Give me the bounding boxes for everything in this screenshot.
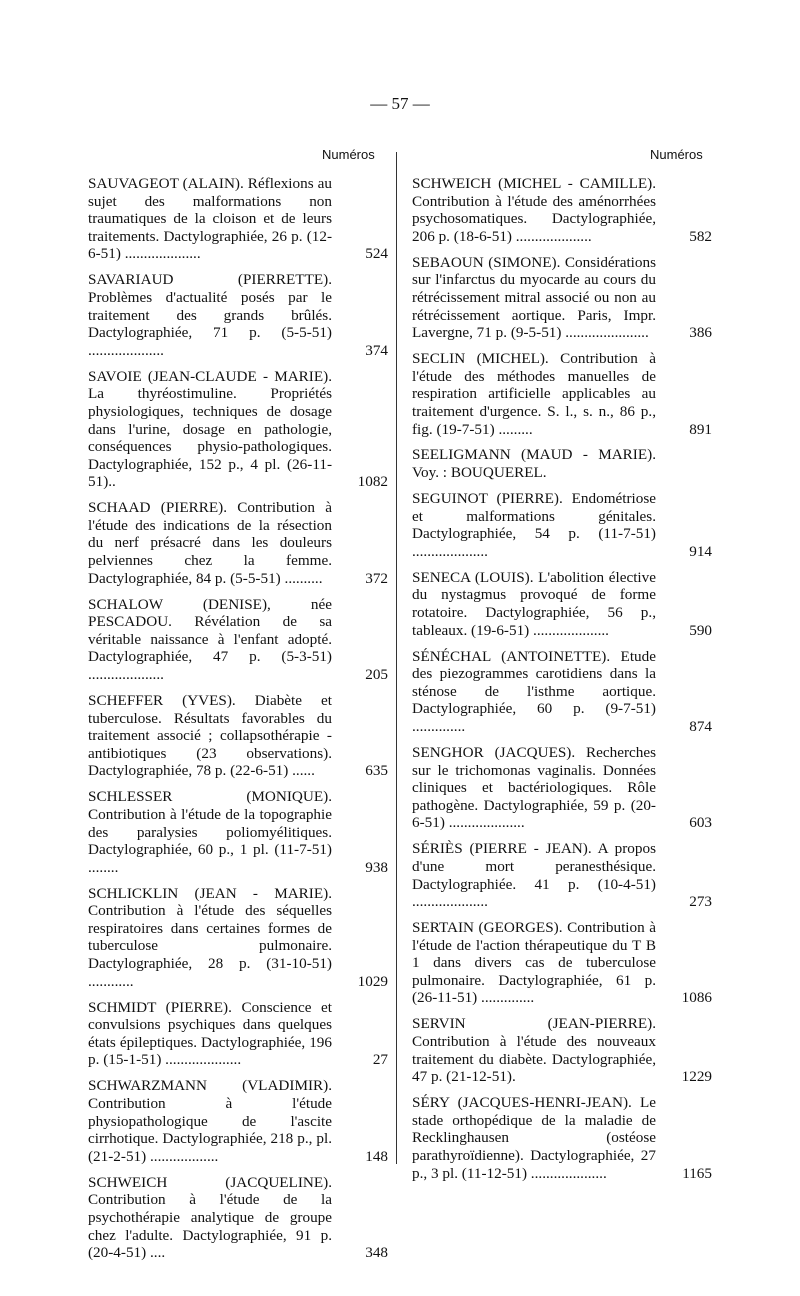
entry-text: SERVIN (JEAN-PIERRE). Contribution à l'étude des nouveaux traitement du diabète. Dactylographiée, 47 p. (21-12-51). [412, 1015, 656, 1086]
thesis-entry [412, 569, 712, 639]
thesis-entry [412, 919, 712, 1007]
page-number: — 57 — [370, 94, 430, 113]
thesis-entry [88, 1077, 388, 1165]
left-column [88, 175, 388, 1270]
thesis-entry [88, 999, 388, 1069]
entry-text: SÉRY (JACQUES-HENRI-JEAN). Le stade orthopédique de la maladie de Recklinghausen (ostéose parathyroïdienne). Dactylographiée, 27 p., 3 pl. (11-12-51) .................... [412, 1094, 656, 1182]
entry-text: SCHMIDT (PIERRE). Conscience et convulsions psychiques dans quelques états épileptiques. Dactylographiée, 196 p. (15-1-51) .................... [88, 998, 332, 1069]
entry-number: 590 [689, 621, 712, 639]
entry-text: SCHWEICH (JACQUELINE). Contribution à l'étude de la psychothérapie analytique de groupe chez l'adulte. Dactylographiée, 91 p. (20-4-51) .... [88, 1173, 332, 1262]
entry-number: 1229 [681, 1068, 712, 1086]
column-label-left: Numéros [322, 147, 375, 162]
entry-text: SEBAOUN (SIMONE). Considérations sur l'infarctus du myocarde au cours du rétrécissement mitral associé ou non au rétrécissement aortique. Paris, Impr. Lavergne, 71 p. (9-5-51) ...................... [412, 253, 656, 342]
thesis-entry [412, 1015, 712, 1085]
entry-number: 1029 [357, 972, 388, 990]
entry-number: 914 [689, 542, 712, 560]
entry-number: 874 [689, 717, 712, 735]
column-label-right: Numéros [650, 147, 703, 162]
entry-number: 273 [689, 893, 712, 911]
entry-text: SENGHOR (JACQUES). Recherches sur le trichomonas vaginalis. Données cliniques et bactériologiques. Rôle pathogène. Dactylographiée, 59 p. (20-6-51) .................... [412, 743, 656, 832]
thesis-entry [412, 840, 712, 910]
entry-text: SENECA (LOUIS). L'abolition élective du nystagmus provoqué de forme rotatoire. Dactylographiée, 56 p., tableaux. (19-6-51) .................... [412, 568, 656, 639]
entry-text: SCHLESSER (MONIQUE). Contribution à l'étude de la topographie des paralysies poliomyélitiques. Dactylographiée, 60 p., 1 pl. (11-7-51) ........ [88, 788, 332, 876]
entry-number: 1165 [682, 1164, 712, 1182]
entry-text: SAUVAGEOT (ALAIN). Réflexions au sujet des malformations non traumatiques de la cloison et de leurs traitements. Dactylographiée, 26 p. (12-6-51) .................... [88, 175, 332, 263]
thesis-entry [88, 885, 388, 991]
entry-text: SCHALOW (DENISE), née PESCADOU. Révélation de sa véritable naissance à l'enfant adopté. Dactylographiée, 47 p. (5-3-51) .................... [88, 595, 332, 683]
thesis-entry [412, 648, 712, 736]
entry-number: 374 [365, 341, 388, 359]
entry-number: 372 [365, 569, 388, 587]
thesis-entry [412, 744, 712, 832]
thesis-entry [412, 350, 712, 438]
thesis-entry [88, 271, 388, 359]
entry-text: SCHWARZMANN (VLADIMIR). Contribution à l'étude physiopathologique de l'ascite cirrhotique. Dactylographiée, 218 p., pl. (21-2-51) .................. [88, 1077, 332, 1165]
entry-text: SAVARIAUD (PIERRETTE). Problèmes d'actualité posés par le traitement des grands brûlés. Dactylographiée, 71 p. (5-5-51) .................... [88, 271, 332, 359]
entry-text: SERTAIN (GEORGES). Contribution à l'étude de l'action thérapeutique du T B 1 dans divers cas de tuberculose pulmonaire. Dactylographiée, 61 p. (26-11-51) .............. [412, 919, 656, 1007]
entry-number: 938 [365, 858, 388, 876]
thesis-entry [412, 1094, 712, 1182]
entry-number: 1086 [681, 989, 712, 1007]
entry-number: 348 [365, 1244, 388, 1262]
entry-number: 148 [365, 1147, 388, 1165]
entry-text: SCHLICKLIN (JEAN - MARIE). Contribution à l'étude des séquelles respiratoires dans certaines formes de tuberculose pulmonaire. Dactylographiée, 28 p. (31-10-51) ............ [88, 884, 332, 990]
thesis-entry [88, 499, 388, 587]
thesis-entry [412, 254, 712, 342]
entry-text: SCHAAD (PIERRE). Contribution à l'étude des indications de la résection du nerf présacré dans les douleurs pelviennes chez la femme. Dactylographiée, 84 p. (5-5-51) .......... [88, 499, 332, 587]
right-column [412, 175, 712, 1191]
thesis-entry [88, 788, 388, 876]
thesis-entry [88, 368, 388, 491]
thesis-entry [88, 692, 388, 780]
entry-text: SAVOIE (JEAN-CLAUDE - MARIE). La thyréostimuline. Propriétés physiologiques, techniques de dosage dans l'urine, dosage en pathologie, conséquences physio-pathologiques. Dactylographiée, 152 p., 4 pl. (26-11-51).. [88, 367, 332, 491]
entry-text: SEGUINOT (PIERRE). Endométriose et malformations génitales. Dactylographiée, 54 p. (11-7-51) .................... [412, 490, 656, 560]
entry-number: 1082 [357, 473, 388, 491]
entry-number: 27 [372, 1051, 388, 1069]
thesis-entry [88, 175, 388, 263]
entry-number: 524 [365, 245, 388, 263]
thesis-entry [88, 596, 388, 684]
column-divider [396, 152, 397, 1164]
entry-number: 603 [689, 814, 712, 832]
entry-number: 582 [689, 227, 712, 245]
entry-text: SECLIN (MICHEL). Contribution à l'étude des méthodes manuelles de respiration artificielle applicables au traitement d'urgence. S. l., s. n., 86 p., fig. (19-7-51) ......... [412, 350, 656, 438]
entry-text: SCHWEICH (MICHEL - CAMILLE). Contribution à l'étude des aménorrhées psychosomatiques. Dactylographiée, 206 p. (18-6-51) .................... [412, 175, 656, 245]
entry-number: 891 [689, 420, 712, 438]
thesis-entry [412, 490, 712, 560]
thesis-entry [412, 175, 712, 245]
entry-number: 386 [689, 324, 712, 342]
thesis-entry [412, 446, 712, 481]
entry-text: SEELIGMANN (MAUD - MARIE). Voy. : BOUQUEREL. [412, 446, 656, 482]
entry-number: 635 [365, 762, 388, 780]
entry-text: SÉRIÈS (PIERRE - JEAN). A propos d'une mort peranesthésique. Dactylographiée. 41 p. (10-4-51) .................... [412, 840, 656, 911]
entry-number: 205 [365, 666, 388, 683]
entry-text: SCHEFFER (YVES). Diabète et tuberculose. Résultats favorables du traitement associé ; collapsothérapie - antibiotiques (23 observations). Dactylographiée, 78 p. (22-6-51) ...... [88, 691, 332, 780]
thesis-entry [88, 1174, 388, 1262]
entry-text: SÉNÉCHAL (ANTOINETTE). Etude des piezogrammes carotidiens dans la sténose de l'isthme aortique. Dactylographiée, 60 p. (9-7-51) .............. [412, 647, 656, 735]
